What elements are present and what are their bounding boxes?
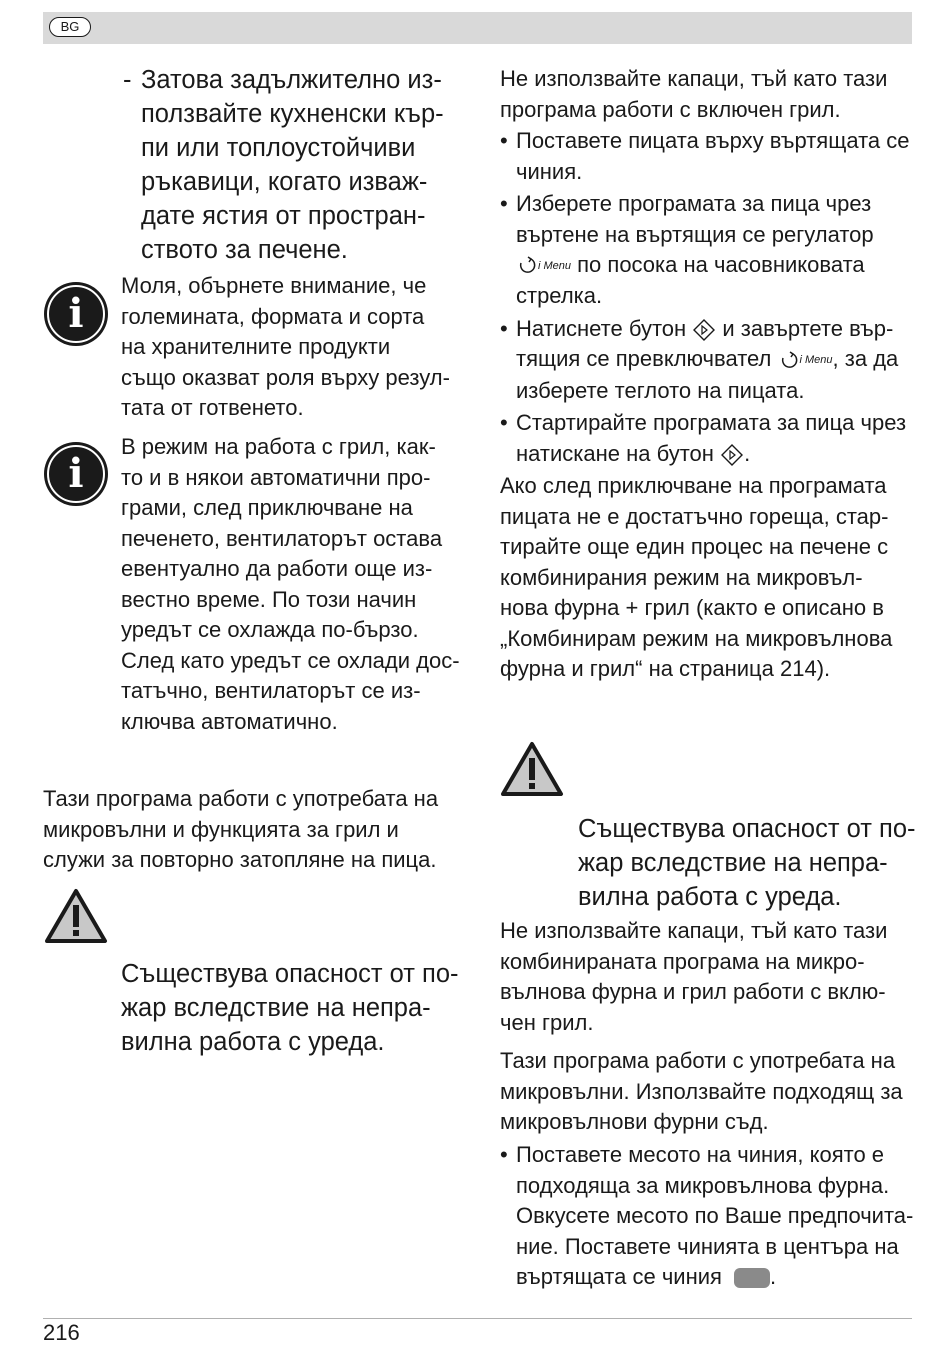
meat-program-intro: Тази програма работи с употребата на микровълни. Използвайте подходящ за микровълнови фурни съд. xyxy=(500,1048,903,1134)
instruction-list xyxy=(500,126,915,469)
meat-instruction-list xyxy=(500,1140,915,1293)
start-diamond-icon xyxy=(720,443,744,467)
dash-marker: - xyxy=(123,66,132,94)
fire-warning-left: Съществува опасност от по- жар вследствие на непра- вилна работа с уреда. xyxy=(121,960,459,1056)
list-item: • Поставете месото на чиния, която е подходяща за микровълнова фурна. Овкусете месото по Ваше предпочита- ние. Поставете чинията в центъра на въртящата се чиния . xyxy=(500,1140,915,1293)
pizza-program-intro: Тази програма работи с употребата на микровълни и функцията за грил и служи за повторно затопляне на пица. xyxy=(43,786,439,872)
info-note-1: Моля, обърнете внимание, че големината, формата и сорта на хранителните продукти също оказват роля върху резул- тата от готвенето. xyxy=(121,273,450,420)
menu-label: i Menu xyxy=(538,259,572,272)
list-item: • Стартирайте програмата за пица чрез натискане на бутон . xyxy=(500,408,915,469)
rotary-knob-icon xyxy=(778,350,800,372)
info-note-2: В режим на работа с грил, как- то и в някои автоматични про- грами, след приключване на печенето, вентилаторът остава евентуално да работи още из- вестно време. По този начин уредът се охлажда по-бързо. След като уредът се охлади дос- татъчно, вентилаторът се из- ключва автоматично. xyxy=(121,434,460,734)
start-diamond-icon xyxy=(692,318,716,342)
info-icon: i xyxy=(44,282,108,346)
footer-divider xyxy=(43,1318,912,1319)
fire-warning-right: Съществува опасност от по- жар вследствие на непра- вилна работа с уреда. xyxy=(578,815,916,911)
dash-list-item xyxy=(123,63,453,267)
reheat-paragraph: Ако след приключване на програмата пицата не е достатъчно гореща, стар- тирайте още един процес на печене с комбинирания режим на микровъл- нова фурна + грил (както е описано в „Комбинирам режим на микровълнова фурна и грил“ на страница 214). xyxy=(500,473,893,681)
warning-triangle-icon xyxy=(44,888,108,944)
menu-label: i Menu xyxy=(799,354,833,367)
list-item: • Поставете пицата върху въртящата се чиния. xyxy=(500,126,915,187)
header-bar xyxy=(43,12,912,44)
list-item: • Изберете програмата за пица чрез въртене на въртящия се регулатор i Menu по посока на часовниковата стрелка. xyxy=(500,189,915,312)
page-number: 216 xyxy=(43,1320,80,1345)
no-lids-note: Не използвайте капаци, тъй като тази комбинираната програма на микро- вълнова фурна и грил работи с вклю- чен грил. xyxy=(500,918,888,1035)
list-item: • Натиснете бутон и завъртете вър- тящия се превключвател i Menu, за да изберете теглото на пицата. xyxy=(500,314,915,406)
rotary-knob-icon xyxy=(516,255,538,277)
turntable-plate-icon xyxy=(734,1268,770,1288)
dash-item-text: Затова задължително из- ползвайте кухненски кър- пи или топлоустойчиви ръкавици, когато изваж- дате ястия от простран- ството за печене. xyxy=(141,66,444,264)
warning-triangle-icon xyxy=(500,741,564,797)
language-badge: BG xyxy=(49,17,91,37)
right-top-note: Не използвайте капаци, тъй като тази програма работи с включен грил. xyxy=(500,66,888,122)
info-icon: i xyxy=(44,442,108,506)
